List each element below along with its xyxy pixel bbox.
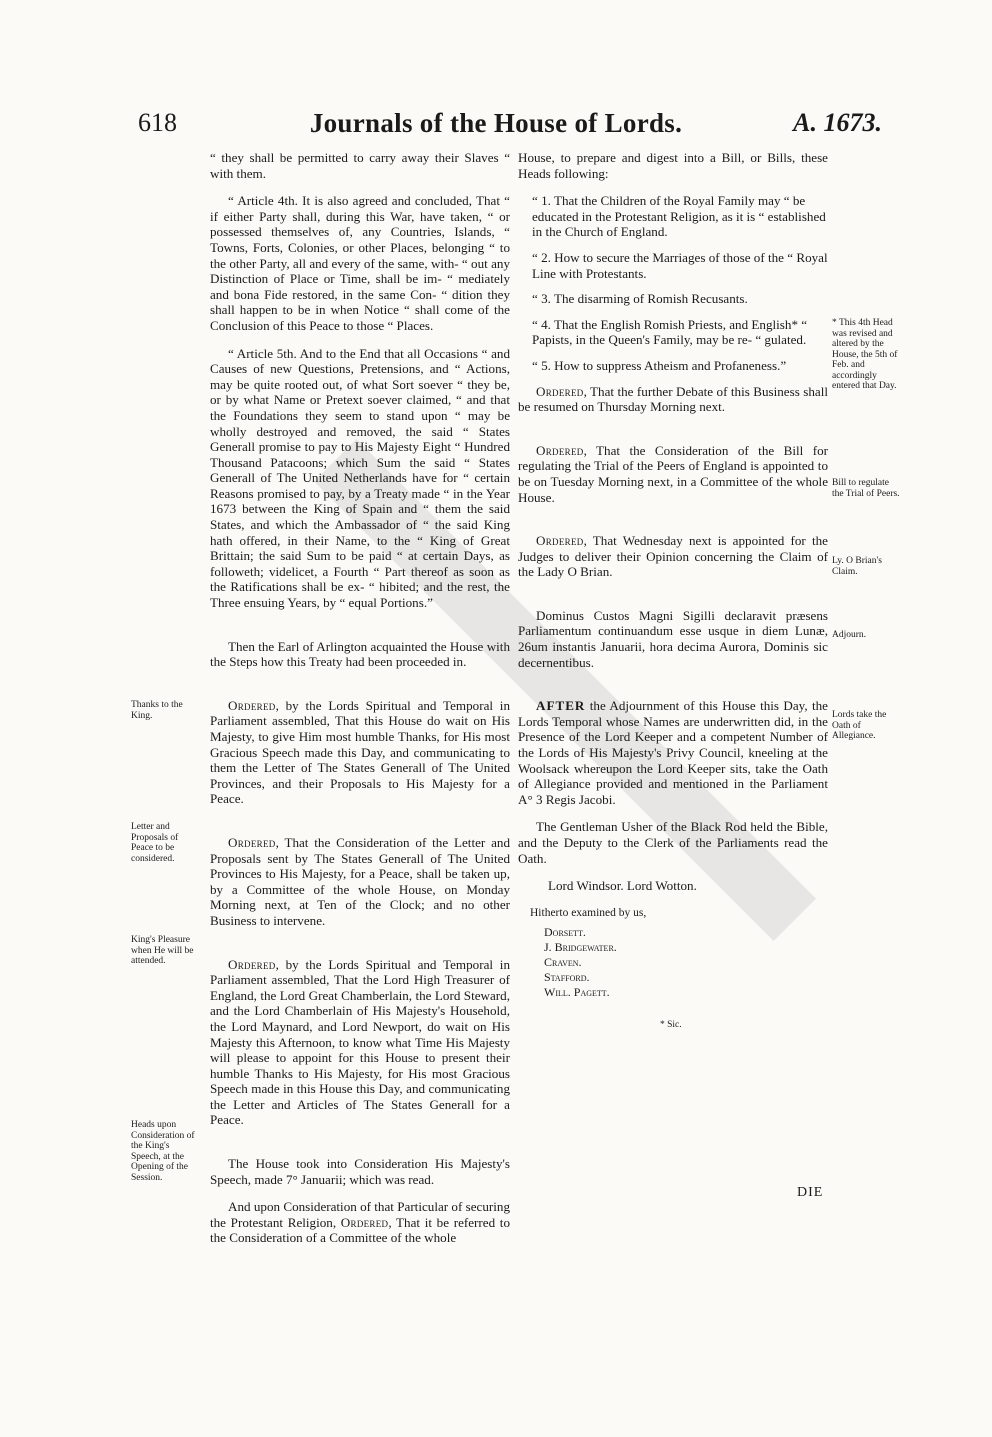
list-item: “ 1. That the Children of the Royal Family may “ be educated in the Protestant Religion, as it is “ established in the Church of England.: [532, 193, 826, 240]
paragraph: “ Article 4th. It is also agreed and concluded, That “ if either Party shall, during this War, have taken, “ or possessed themselves of, any Countries, Islands, “ Towns, Forts, Colonies, or other Places, belonging “ to the other Party, all and every of the same, with- “ out any Distinction of Place or Time, shall be im- “ mediately and bona Fide restored, in the same Con- “ dition they shall happen to be in when Notice “ shall come of the Conclusion of this Peace to those “ Places.: [210, 193, 510, 333]
signature: Craven.: [544, 955, 582, 970]
page-title: Journals of the House of Lords.: [309, 108, 683, 138]
paragraph: Ordered, by the Lords Spiritual and Temporal in Parliament assembled, That the Lord High Treasurer of England, the Lord Great Chamberlain, the Lord Steward, and the Lord Chamberlain of His Majesty's Household, the Lord Maynard, and Lord Newport, do wait on His Majesty this Afternoon, to know what Time His Majesty will please to appoint for this House to present their humble Thanks to His Majesty, for His most Gracious Speech made in this House this Day, and communicating the Letter and Articles of The States Generall for a Peace.: [210, 956, 510, 1128]
signature: J. Bridgewater.: [544, 940, 617, 955]
paragraph: The House took into Consideration His Majesty's Speech, made 7° Januarii; which was read.: [210, 1156, 510, 1187]
left-column: [210, 150, 510, 1258]
signature: Dorsett.: [544, 925, 586, 940]
paragraph: The Gentleman Usher of the Black Rod held the Bible, and the Deputy to the Clerk of the Parliaments read the Oath.: [518, 819, 828, 866]
paragraph: “ they shall be permitted to carry away their Slaves “ with them.: [210, 150, 510, 181]
list-item: “ 3. The disarming of Romish Recusants.: [532, 291, 748, 307]
paragraph: Ordered, That the Consideration of the Letter and Proposals sent by The States Generall of The United Provinces to His Majesty, for a Peace, shall be taken up, by a Committee of the whole House, on Monday Morning next, at Ten of the Clock; and no other Business to intervene.: [210, 834, 510, 928]
paragraph: Ordered, That the Consideration of the Bill for regulating the Trial of the Peers of England is appointed to be on Tuesday Morning next, in a Committee of the whole House.: [518, 442, 828, 505]
paragraph: Ordered, That the further Debate of this Business shall be resumed on Thursday Morning next.: [518, 383, 828, 415]
lords-names: Lord Windsor. Lord Wotton.: [548, 878, 697, 894]
paragraph: House, to prepare and digest into a Bill, or Bills, these Heads following:: [518, 150, 828, 181]
page-number: 618: [138, 108, 177, 137]
page-header: [0, 108, 992, 148]
list-item: “ 5. How to suppress Atheism and Profaneness.”: [532, 357, 787, 373]
margin-note: Heads upon Consideration of the King's Speech, at the Opening of the Session.: [131, 1120, 195, 1183]
paragraph: Then the Earl of Arlington acquainted the House with the Steps how this Treaty had been proceeded in.: [210, 638, 510, 670]
page-year: A. 1673.: [793, 108, 882, 137]
paragraph: “ Article 5th. And to the End that all Occasions “ and Causes of new Questions, Pretensions, and “ Actions, may be quite rooted out, of what Sort soever “ they be, or by what Name or Pretext soever claimed, “ and that the Foundations they seem to stand upon “ may be wholly destroyed and removed, the said “ States Generall promise to pay to His Majesty Eight “ Hundred Thousand Patacoons; which Sum the said “ States Generall of The United Netherlands have for “ certain Reasons promised to pay, by a Treaty made “ in the Year 1673 between the King of Spain and “ them the said States, and which the Ambassador of “ the said King hath offered, in their Name, to the “ King of Great Brittain; the said Sum to be paid “ at certain Days, as followeth; videlicet, a Fourth “ Part thereof as soon as the Ratifications shall be ex- “ hibited; and the rest, the Three ensuing Years, by “ equal Portions.”: [210, 345, 510, 611]
margin-note: Bill to regulate the Trial of Peers.: [832, 478, 900, 499]
paragraph: Dominus Custos Magni Sigilli declaravit præsens Parliamentum continuandum esse usque in diem Lunæ, 26um instantis Januarii, hora decima Aurora, Dominis sic decernentibus.: [518, 607, 828, 670]
paragraph: Ordered, by the Lords Spiritual and Temporal in Parliament assembled, That this House do wait on His Majesty, to give Him most humble Thanks, for His most Gracious Speech made this Day, and communicating to them the Letter of The States Generall of The United Provinces, and their Proposals to His Majesty for a Peace.: [210, 697, 510, 807]
margin-note: Letter and Proposals of Peace to be considered.: [131, 822, 179, 864]
signature: Stafford.: [544, 970, 590, 985]
margin-note: Thanks to the King.: [131, 700, 183, 721]
heads-list: [532, 193, 828, 373]
examined-line: Hitherto examined by us,: [530, 906, 647, 919]
signature-list: [544, 925, 828, 1000]
signature: Will. Pagett.: [544, 985, 610, 1000]
paragraph: AFTER the Adjournment of this House this Day, the Lords Temporal whose Names are underwritten did, in the Presence of the Lord Keeper and a competent Number of the Lords of His Majesty's Privy Council, kneeling at the Woolsack whereupon the Lord Keeper sits, take the Oath of Allegiance provided and mentioned in the Parliament A° 3 Regis Jacobi.: [518, 698, 828, 807]
paragraph: Ordered, That Wednesday next is appointed for the Judges to deliver their Opinion concerning the Claim of the Lady O Brian.: [518, 533, 828, 580]
sic-note: * Sic.: [660, 1020, 682, 1030]
margin-note: King's Pleasure when He will be attended.: [131, 935, 194, 966]
margin-note: Lords take the Oath of Allegiance.: [832, 710, 887, 741]
catchword: DIE: [797, 1185, 824, 1200]
list-item: “ 4. That the English Romish Priests, and English* “ Papists, in the Queen's Family, may be re- “ gulated.: [532, 316, 808, 348]
paragraph: And upon Consideration of that Particular of securing the Protestant Religion, Ordered, That it be referred to the Consideration of a Committee of the whole: [210, 1199, 510, 1246]
margin-note: * This 4th Head was revised and altered by the House, the 5th of Feb. and accordingly entered that Day.: [832, 318, 898, 391]
right-column: [518, 150, 828, 1000]
list-item: “ 2. How to secure the Marriages of those of the “ Royal Line with Protestants.: [532, 249, 828, 281]
margin-note: Ly. O Brian's Claim.: [832, 556, 882, 577]
margin-note: Adjourn.: [832, 630, 867, 640]
